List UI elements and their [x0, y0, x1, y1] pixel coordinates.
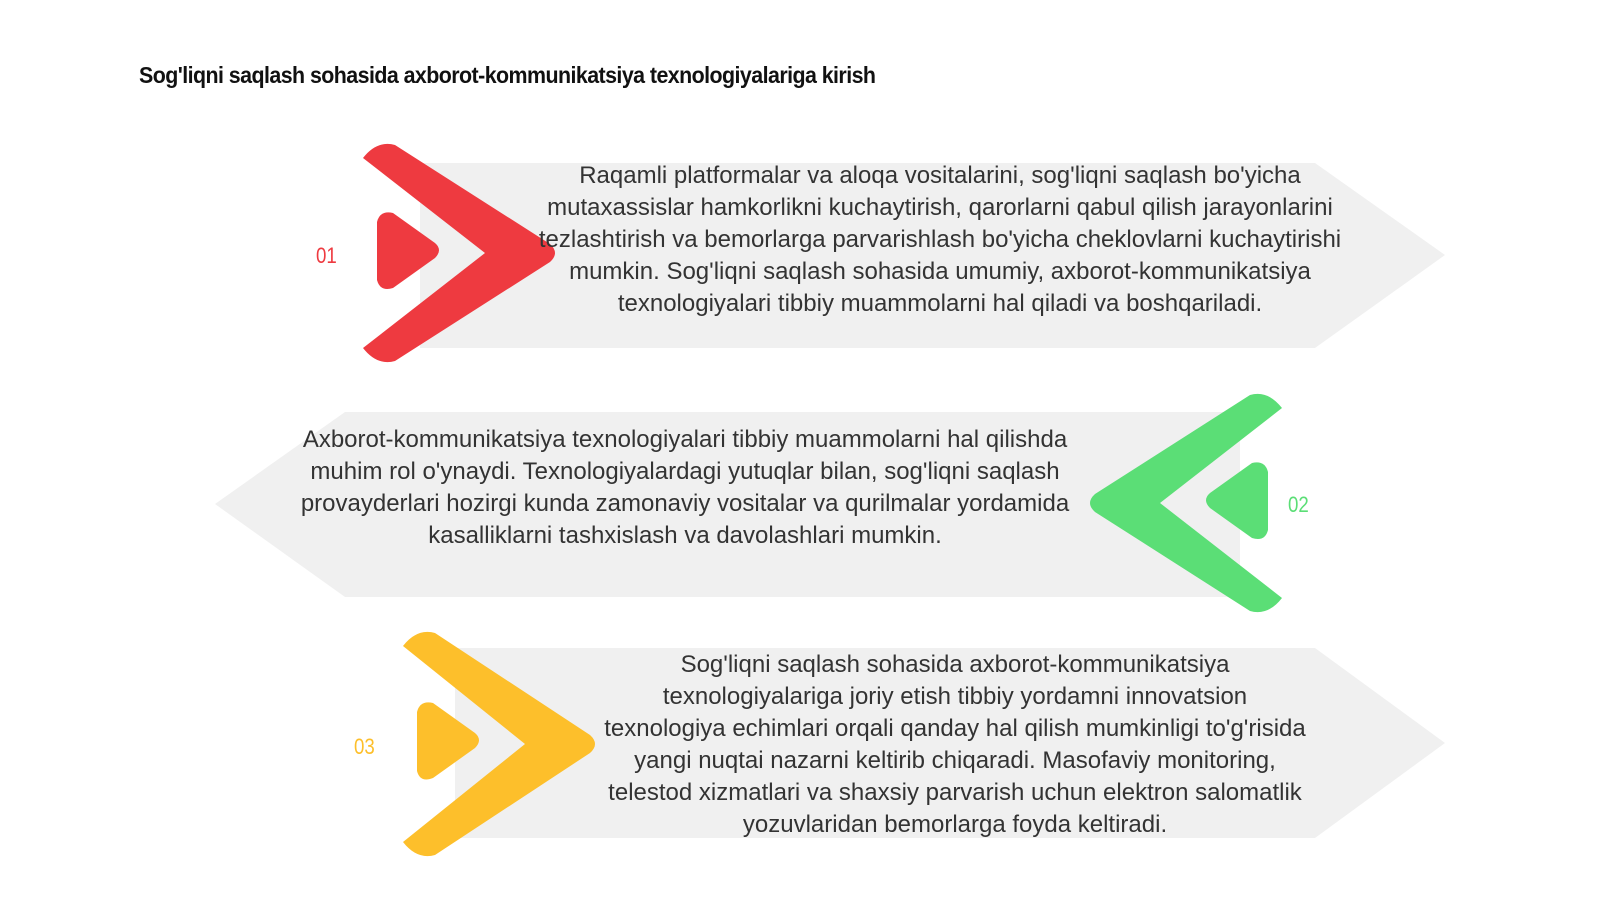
- item-1-text: Raqamli platformalar va aloqa vositalarini, sog'liqni saqlash bo'yicha mutaxassislar hamkorlikni kuchaytirish, qarorlarni qabul qilish jarayonlarini tezlashtirish va bemorlarga parvarishlash bo'yicha cheklovlarni kuchaytirishi mumkin. Sog'liqni saqlash sohasida umumiy, axborot-kommunikatsiya texnologiyalari tibbiy muammolarni hal qiladi va boshqariladi.: [538, 162, 1342, 317]
- item-2-number: 02: [1288, 492, 1309, 517]
- page-title: Sog'liqni saqlash sohasida axborot-kommunikatsiya texnologiyalariga kirish: [139, 62, 876, 88]
- chevron-left-icon: [1080, 390, 1290, 620]
- item-2-text: Axborot-kommunikatsiya texnologiyalari tibbiy muammolarni hal qilishda muhim rol o'ynaydi. Texnologiyalardagi yutuqlar bilan, sog'liqni saqlash provayderlari hozirgi kunda zamonaviy vositalar va qurilmalar yordamida kasalliklarni tashxislash va davolashlari mumkin.: [300, 426, 1070, 549]
- chevron-right-icon: [355, 140, 565, 370]
- item-3-text: Sog'liqni saqlash sohasida axborot-kommunikatsiya texnologiyalariga joriy etish tibbiy yordamni innovatsion texnologiya echimlari orqali qanday hal qilish mumkinligi to'g'risida yangi nuqtai nazarni keltirib chiqaradi. Masofaviy monitoring, telestod xizmatlari va shaxsiy parvarish uchun elektron salomatlik yozuvlaridan bemorlarga foyda keltiradi.: [604, 651, 1306, 838]
- chevron-right-icon: [395, 628, 605, 863]
- item-1-number: 01: [316, 243, 337, 268]
- item-3-number: 03: [354, 734, 375, 759]
